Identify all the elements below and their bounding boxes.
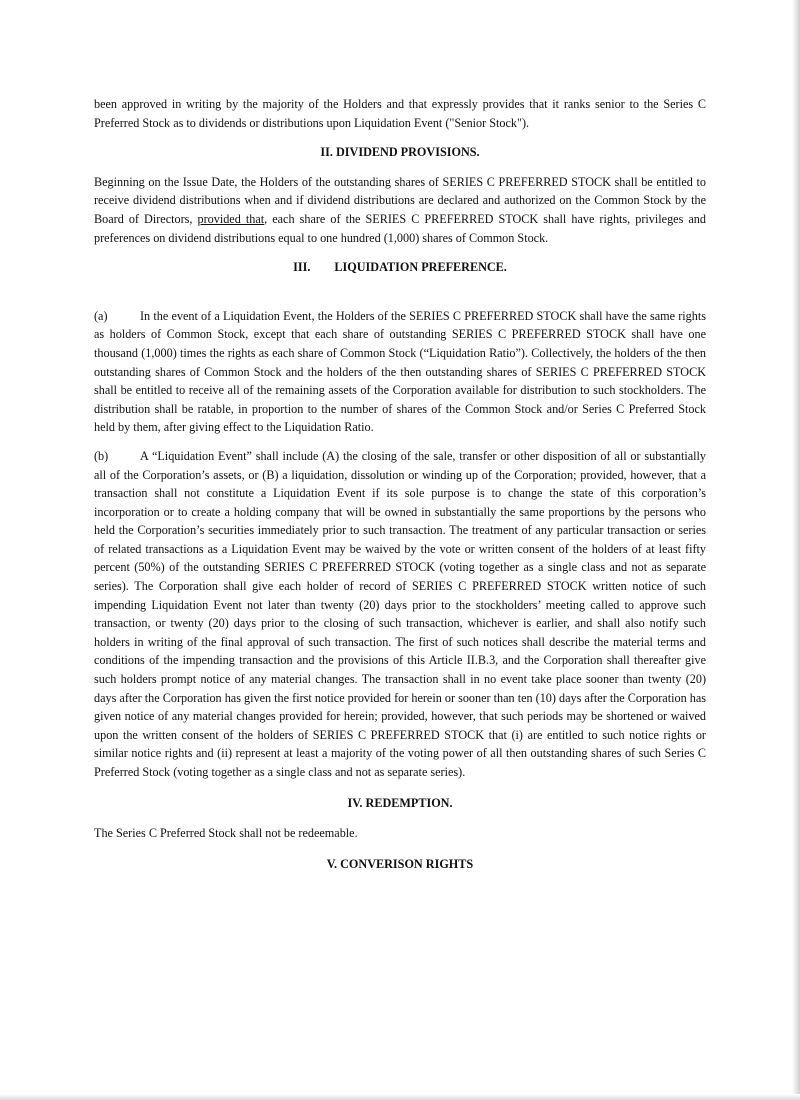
section-title: LIQUIDATION PREFERENCE.	[334, 260, 507, 275]
page-edge-shadow-bottom	[0, 1094, 800, 1100]
intro-paragraph: been approved in writing by the majority of the Holders and that expressly provides that it ranks senior to the Series C Preferred Stock as to dividends or distributions upon Liquidation Event ("Senior Stock").	[94, 97, 706, 130]
section-heading-redemption: IV. REDEMPTION.	[347, 795, 453, 810]
paragraph-label: (b)	[94, 448, 109, 463]
liquidation-paragraph-a	[94, 307, 706, 437]
liquidation-paragraph-b	[94, 447, 706, 782]
paragraph-text: In the event of a Liquidation Event, the Holders of the SERIES C PREFERRED STOCK shall have the same rights as holders of Common Stock, except that each share of outstanding SERIES C PREFERRED STOCK shall have one thousand (1,000) times the rights as each share of Common Stock (“Liquidation Ratio”). Collectively, the holders of the then outstanding shares of Common Stock and the holders of the then outstanding shares of SERIES C PREFERRED STOCK shall be entitled to receive all of the remaining assets of the Corporation available for distribution to such stockholders. The distribution shall be ratable, in proportion to the number of shares of the Common Stock and/or Series C Preferred Stock held by them, after giving effect to the Liquidation Ratio.	[94, 308, 706, 435]
dividend-paragraph	[94, 173, 706, 247]
page-edge-shadow-right	[792, 0, 800, 1100]
section-heading-liquidation-preference	[94, 258, 706, 277]
redemption-paragraph: The Series C Preferred Stock shall not be redeemable.	[94, 826, 358, 841]
dividend-underlined-term: provided that	[197, 211, 265, 226]
section-heading-dividend-provisions: II. DIVIDEND PROVISIONS.	[320, 145, 480, 160]
paragraph-text: A “Liquidation Event” shall include (A) the closing of the sale, transfer or other disposition of all or substantially all of the Corporation’s assets, or (B) a liquidation, dissolution or winding up of the Corporation; provided, however, that a transaction shall not constitute a Liquidation Event if its sole purpose is to change the state of this corporation’s incorporation or to create a holding company that will be owned in substantially the same proportions by the persons who held the Corporation’s securities immediately prior to such transaction. The treatment of any particular transaction or series of related transactions as a Liquidation Event may be waived by the vote or written consent of the holders of at least fifty percent (50%) of the outstanding SERIES C PREFERRED STOCK (voting together as a single class and not as separate series). The Corporation shall give each holder of record of SERIES C PREFERRED STOCK written notice of such impending Liquidation Event not later than twenty (20) days prior to the stockholders’ meeting called to approve such transaction, or twenty (20) days prior to the closing of such transaction, whichever is earlier, and shall also notify such holders in writing of the final approval of such transaction. The first of such notices shall describe the material terms and conditions of the impending transaction and the provisions of this Article II.B.3, and the Corporation shall thereafter give such holders prompt notice of any material changes. The transaction shall in no event take place sooner than twenty (20) days after the Corporation has given the first notice provided for herein or sooner than ten (10) days after the Corporation has given notice of any material changes provided for herein; provided, however, that such periods may be shortened or waived upon the written consent of the holders of SERIES C PREFERRED STOCK that (i) are entitled to such notice rights or similar notice rights and (ii) represent at least a majority of the voting power of all then outstanding shares of such Series C Preferred Stock (voting together as a single class and not as separate series).	[94, 448, 706, 779]
section-number: III.	[293, 260, 311, 275]
document-body	[94, 95, 706, 873]
section-heading-conversion-rights: V. CONVERISON RIGHTS	[326, 856, 474, 871]
dividend-text-before: Beginning on the Issue Date, the Holders of the outstanding shares of SERIES C PREFERRED STOCK shall be entitled to receive dividend distributions when and if dividend distributions are declared and authorized on the Common Stock by the Board of Directors,	[94, 174, 706, 226]
dividend-text-after: , each share of the SERIES C PREFERRED STOCK shall have rights, privileges and preferences on dividend distributions equal to one hundred (1,000) shares of Common Stock.	[94, 211, 706, 245]
paragraph-label: (a)	[94, 308, 108, 323]
